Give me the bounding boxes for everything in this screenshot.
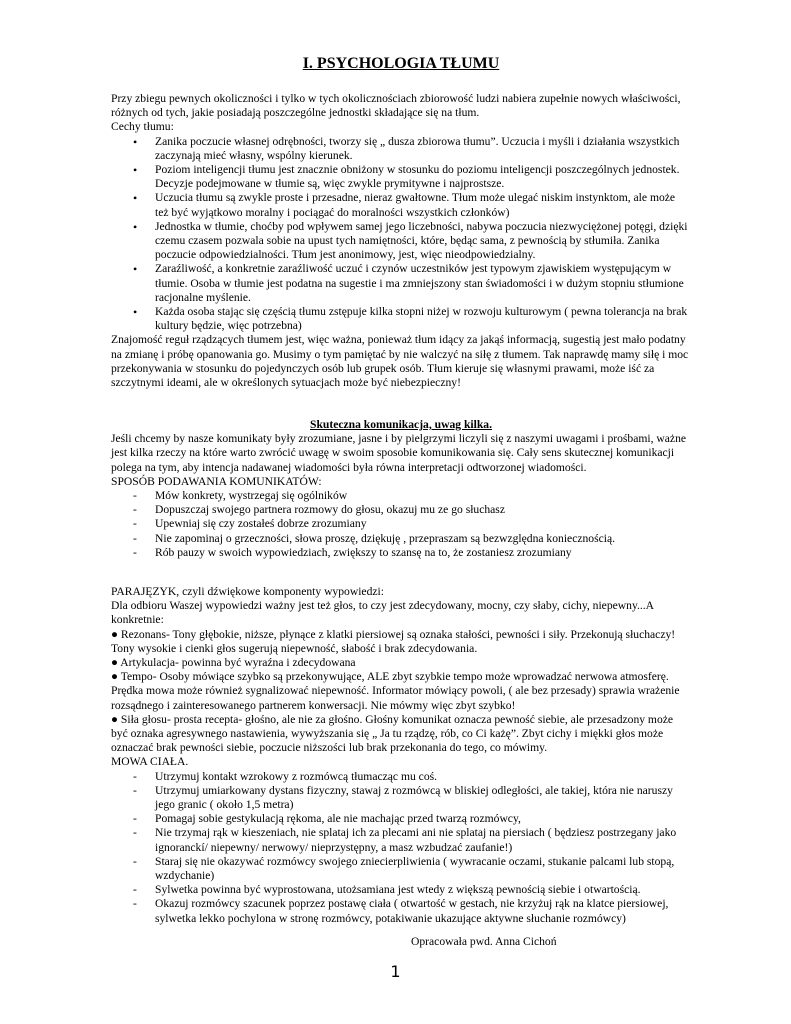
features-label: Cechy tłumu: xyxy=(111,120,174,134)
method-label: SPOSÓB PODAWANIA KOMUNIKATÓW: xyxy=(111,474,322,488)
body-language-label: MOWA CIAŁA. xyxy=(111,755,189,769)
list-item: - Nie zapominaj o grzeczności, słowa proszę, dziękuję , przepraszam są bezwzględna koniecznością. xyxy=(111,532,691,546)
list-item: • Zaraźliwość, a konkretnie zaraźliwość uczuć i czynów uczestników jest typowym zjawiskiem występującym w tłumie. Osoba w tłumie jest podatna na sugestie i ma zmniejszony stan świadomości i w dużym stopniu stłumione racjonalne myślenie. xyxy=(111,262,691,305)
communication-intro: Jeśli chcemy by nasze komunikaty były zrozumiane, jasne i by pielgrzymi liczyli się z naszymi uwagami i prośbami, ważne jest kilka rzeczy na które warto zwrócić uwagę w swoim sposobie komunikowania się. Cały sens skutecznej komunikacji polega na tym, aby intencja nadawanej wiadomości była równa interpretacji odtworzonej wiadomości. xyxy=(111,432,687,474)
section-heading: Skuteczna komunikacja, uwag kilka. xyxy=(310,418,492,431)
section-communication xyxy=(111,418,691,560)
list-item: - Utrzymuj umiarkowany dystans fizyczny, stawaj z rozmówcą w bliskiej odległości, ale takiej, która nie naruszy jego granic ( około 1,5 metra) xyxy=(111,784,691,812)
summary-paragraph: Znajomość reguł rządzących tłumem jest, więc ważna, ponieważ tłum idący za jakąś informacją, sugestią jest mało podatny na zmianę i próbę opanowania go. Musimy o tym pamiętać by nie walczyć na siłę z tłumem. Tak naprawdę mamy siłę i moc przekonywania w stosunku do pojedynczych osób lub grupek osób. Tłum kieruje się własnymi prawami, może iść za szczytnymi ideami, ale w określonych sytuacjach może być niebezpieczny! xyxy=(111,333,689,390)
intro-paragraph: Przy zbiegu pewnych okoliczności i tylko w tych okolicznościach zbiorowość ludzi nabiera zupełnie nowych właściwości, różnych od tych, jakie posiadają poszczególne jednostki składające się na tłum. xyxy=(111,92,681,120)
list-item: - Staraj się nie okazywać rozmówcy swojego zniecierpliwienia ( wywracanie oczami, stukanie palcami lub stopą, wzdychanie) xyxy=(111,855,691,883)
paralang-title: PARAJĘZYK, czyli dźwiękowe komponenty wypowiedzi: xyxy=(111,585,384,598)
list-item: - Upewniaj się czy zostałeś dobrze zrozumiany xyxy=(111,517,691,531)
features-list xyxy=(111,135,691,334)
list-item: - Okazuj rozmówcy szacunek poprzez postawę ciała ( otwartość w gestach, nie krzyżuj rąk na klatce piersiowej, sylwetka lekko pochylona w stronę rozmówcy, potakiwanie ukazujące aktywne słuchanie rozmówcy) xyxy=(111,897,691,925)
list-item: - Sylwetka powinna być wyprostowana, utożsamiana jest wtedy z większą pewnością siebie i otwartością. xyxy=(111,883,691,897)
section-crowd-psychology xyxy=(111,92,691,390)
body-language-list xyxy=(111,770,691,926)
paralang-intro: Dla odbioru Waszej wypowiedzi ważny jest też głos, to czy jest zdecydowany, mocny, czy słaby, cichy, niepewny...A konkretnie: xyxy=(111,599,654,627)
list-item: • Jednostka w tłumie, choćby pod wpływem samej jego liczebności, nabywa poczucia niezwyciężonej potęgi, dzięki czemu czasem pozwala sobie na upust tych namiętności, które, będąc sama, z pewnością by stłumiła. Zanika poczucie odpowiedzialności. Tłum jest anonimowy, jest, więc nieodpowiedzialny. xyxy=(111,220,691,263)
list-item: • Zanika poczucie własnej odrębności, tworzy się „ dusza zbiorowa tłumu”. Uczucia i myśli i działania wszystkich zaczynają mieć własny, wspólny kierunek. xyxy=(111,135,691,163)
list-item: - Mów konkrety, wystrzegaj się ogólników xyxy=(111,489,691,503)
paralang-item: ● Siła głosu- prosta recepta- głośno, ale nie za głośno. Głośny komunikat oznacza pewność siebie, ale przesadzony może być oznaka agresywnego nastawienia, wywyższania się „ Ja tu rządzę, rób, co Ci każę”. Zbyt cichy i miękki głos może oznaczać brak pewności siebie, poczucie niższości lub brak przekonania do tego, co mówimy. xyxy=(111,712,674,755)
page-number: 1 xyxy=(390,962,401,981)
list-item: • Uczucia tłumu są zwykle proste i przesadne, nieraz gwałtowne. Tłum może ulegać niskim instynktom, ale może też być wyjątkowo moralny i pociągać do moralności wszystkich członków) xyxy=(111,191,691,219)
list-item: - Nie trzymaj rąk w kieszeniach, nie splataj ich za plecami ani nie splataj na piersiach ( będziesz postrzegany jako ignoranckí/ niepewny/ nerwowy/ nieprzystępny, a masz wzbudzać zaufanie!) xyxy=(111,826,691,854)
author-signature: Opracowała pwd. Anna Cichoń xyxy=(411,935,557,948)
list-item: - Utrzymuj kontakt wzrokowy z rozmówcą tłumacząc mu coś. xyxy=(111,770,691,784)
list-item: - Dopuszczaj swojego partnera rozmowy do głosu, okazuj mu ze go słuchasz xyxy=(111,503,691,517)
paralang-item: ● Tempo- Osoby mówiące szybko są przekonywujące, ALE zbyt szybkie tempo może wprowadzać nerwowa atmosferę. Prędka mowa może również sygnalizować niepewność. Informator mówiący powoli, ( ale bez przesady) sprawia wrażenie rozsądnego i zainteresowanego partnerem konwersacji. Nie mówmy więc zbyt szybko! xyxy=(111,670,680,712)
section-paralanguage xyxy=(111,585,691,926)
paralang-item: ● Artykulacja- powinna być wyraźna i zdecydowana xyxy=(111,656,356,670)
page-title: I. PSYCHOLOGIA TŁUMU xyxy=(302,55,500,72)
list-item: • Poziom inteligencji tłumu jest znacznie obniżony w stosunku do poziomu inteligencji poszczególnych jednostek. Decyzje podejmowane w tłumie są, więc zwykle prymitywne i najprostsze. xyxy=(111,163,691,191)
list-item: - Rób pauzy w swoich wypowiedziach, zwiększy to szansę na to, że zostaniesz zrozumiany xyxy=(111,546,691,560)
list-item: - Pomagaj sobie gestykulacją rękoma, ale nie machając przed twarzą rozmówcy, xyxy=(111,812,691,826)
list-item: • Każda osoba stając się częścią tłumu zstępuje kilka stopni niżej w rozwoju kulturowym ( pewna tolerancja na brak kultury będzie, więc potrzebna) xyxy=(111,305,691,333)
methods-list xyxy=(111,489,691,560)
paralang-item: ● Rezonans- Tony głębokie, niższe, płynące z klatki piersiowej są oznaka stałości, pewności i siły. Przekonują słuchaczy! Tony wysokie i cienki głos sugerują niepewność, słabość i brak zdecydowania. xyxy=(111,627,676,655)
